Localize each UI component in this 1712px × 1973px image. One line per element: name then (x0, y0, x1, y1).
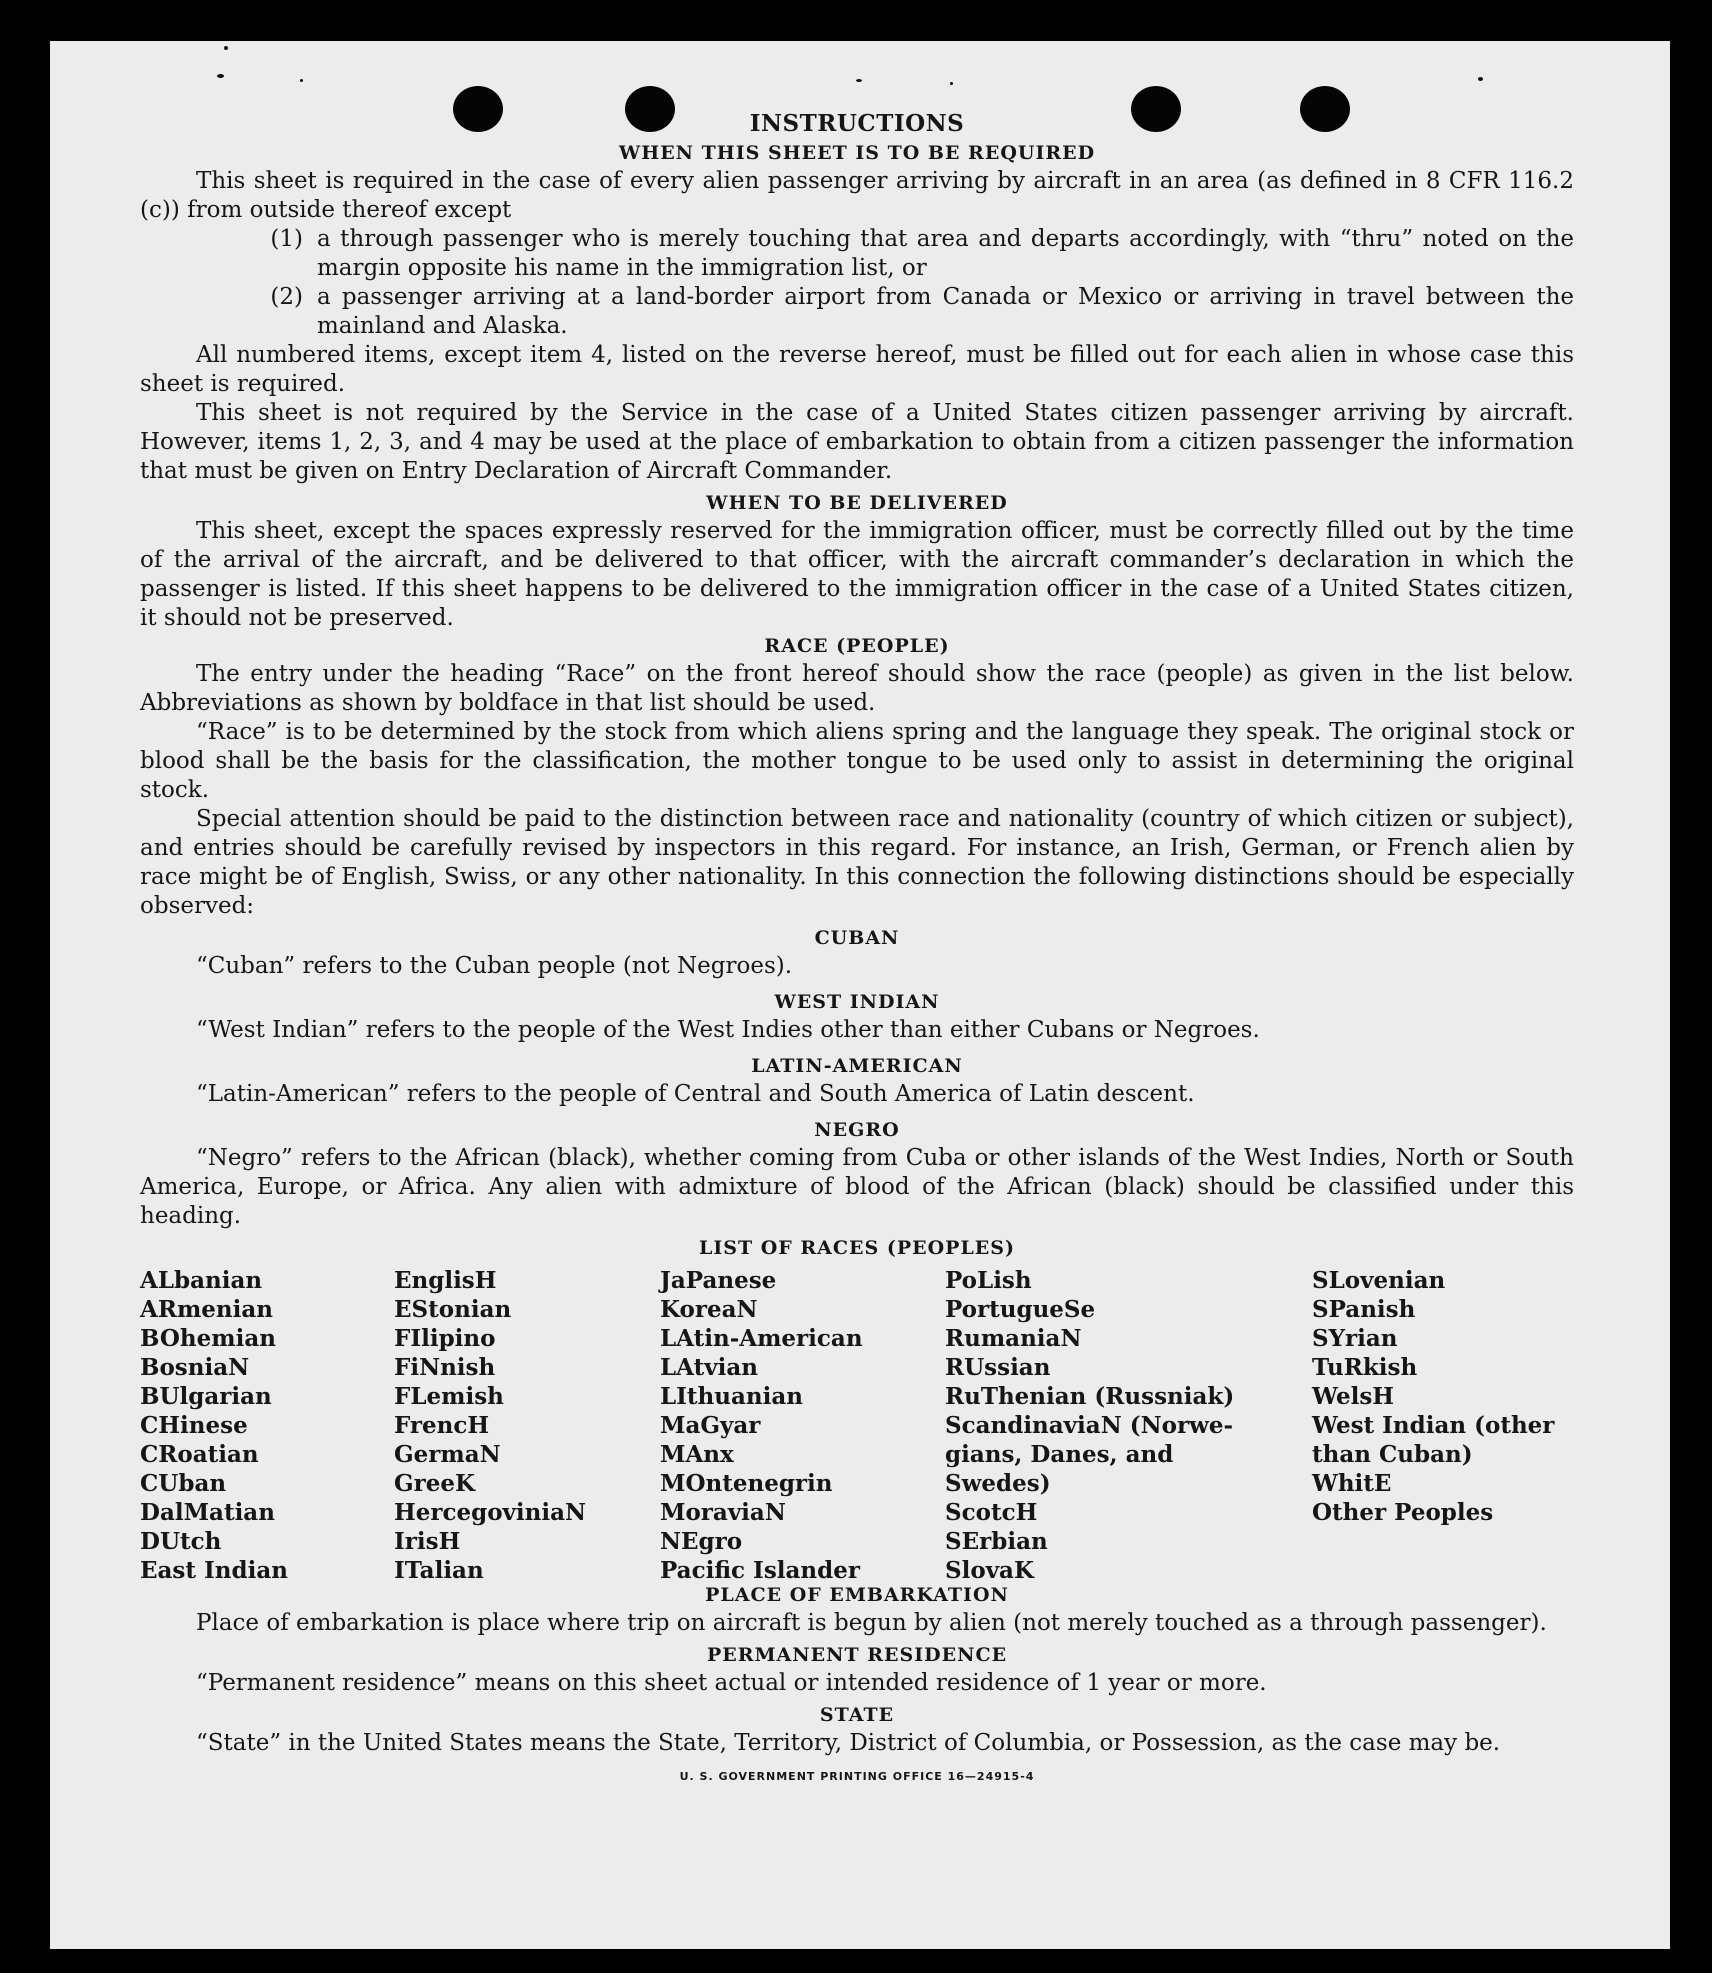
race-entry: ScotcH (945, 1499, 1038, 1526)
race-entry: EnglisH (394, 1267, 497, 1294)
section-heading-required: WHEN THIS SHEET IS TO BE REQUIRED (618, 142, 1096, 164)
race-entry: TuRkish (1312, 1354, 1418, 1381)
required-para-3: This sheet is not required by the Service in the case of a United States citizen passenger arriving by aircraft. However, items 1, 2, 3, and 4 may be used at the place of embarkation to obtain from a citizen passenger the information that must be given on Entry Declaration of Aircraft Commander. (140, 400, 1574, 484)
race-column (140, 1266, 288, 1585)
race-entry: CRoatian (140, 1441, 259, 1468)
exception-item (140, 283, 1574, 341)
state-text: “State” in the United States means the State, Territory, District of Columbia, or Possession, as the case may be. (196, 1730, 1501, 1756)
cuban-text: “Cuban” refers to the Cuban people (not Negroes). (196, 953, 793, 979)
latin-american-text: “Latin-American” refers to the people of Central and South America of Latin descent. (196, 1081, 1195, 1107)
required-para-2: All numbered items, except item 4, listed on the reverse hereof, must be filled out for each alien in whose case this sheet is required. (140, 342, 1574, 397)
race-entry: MoraviaN (660, 1499, 786, 1526)
race-entry: PortugueSe (945, 1296, 1096, 1323)
race-entry: SPanish (1312, 1296, 1416, 1323)
speck (224, 46, 228, 50)
race-entry: DalMatian (140, 1499, 275, 1526)
race-entry: FrencH (394, 1412, 490, 1439)
speck (1478, 77, 1483, 81)
section-heading-cuban: CUBAN (814, 927, 900, 949)
speck (950, 82, 953, 85)
speck (856, 79, 862, 82)
speck (300, 79, 303, 82)
section-heading-west-indian: WEST INDIAN (774, 991, 940, 1013)
race-entry: SlovaK (945, 1557, 1034, 1584)
race-entry: CHinese (140, 1412, 248, 1439)
race-entry: CUban (140, 1470, 227, 1497)
race-entry: RuThenian (Russniak) (945, 1383, 1235, 1410)
west-indian-text: “West Indian” refers to the people of the West Indies other than either Cubans or Negroes. (196, 1017, 1260, 1043)
race-entry: FIlipino (394, 1325, 496, 1352)
section-heading-embarkation: PLACE OF EMBARKATION (705, 1584, 1009, 1606)
race-column (660, 1266, 863, 1585)
section-heading-list-of-races: LIST OF RACES (PEOPLES) (699, 1237, 1015, 1259)
race-entry: Other Peoples (1312, 1499, 1494, 1526)
race-entry: ALbanian (140, 1267, 263, 1294)
exception-number: (2) (270, 284, 303, 310)
race-entry: KoreaN (660, 1296, 758, 1323)
race-entry: JaPanese (660, 1267, 777, 1294)
race-entry: LAtvian (660, 1354, 758, 1381)
speck (217, 74, 224, 78)
required-intro: This sheet is required in the case of every alien passenger arriving by aircraft in an area (as defined in 8 CFR 116.2 (c)) from outside thereof except (140, 168, 1574, 223)
race-entry: GreeK (394, 1470, 476, 1497)
race-entry: DUtch (140, 1528, 222, 1555)
race-entry: NEgro (660, 1528, 743, 1555)
residence-text: “Permanent residence” means on this sheet actual or intended residence of 1 year or more. (196, 1670, 1267, 1696)
race-list (140, 1266, 1574, 1582)
delivered-text: This sheet, except the spaces expressly reserved for the immigration officer, must be correctly filled out by the time of the arrival of the aircraft, and be delivered to that officer, with the aircraft commander’s declaration in which the passenger is listed. If this sheet happens to be delivered to the immigration officer in the case of a United States citizen, it should not be preserved. (140, 518, 1574, 631)
race-entry: ScandinaviaN (Norwe- gians, Danes, and Swedes) (945, 1412, 1234, 1497)
section-heading-state: STATE (819, 1704, 895, 1726)
section-heading-residence: PERMANENT RESIDENCE (706, 1644, 1008, 1666)
race-entry: EStonian (394, 1296, 512, 1323)
page-title: INSTRUCTIONS (749, 110, 965, 137)
exception-text: a through passenger who is merely touching that area and departs accordingly, with “thru” noted on the margin opposite his name in the immigration list, or (317, 226, 1574, 281)
race-entry: SErbian (945, 1528, 1048, 1555)
race-entry: PoLish (945, 1267, 1032, 1294)
race-column (945, 1266, 1234, 1585)
race-entry: WhitE (1312, 1470, 1392, 1497)
race-entry: BOhemian (140, 1325, 276, 1352)
race-para-3: Special attention should be paid to the distinction between race and nationality (country of which citizen or subject), and entries should be carefully revised by inspectors in this regard. For instance, an Irish, German, or French alien by race might be of English, Swiss, or any other nationality. In this connection the following distinctions should be especially observed: (140, 806, 1574, 919)
race-entry: Pacific Islander (660, 1557, 860, 1584)
exception-text: a passenger arriving at a land-border airport from Canada or Mexico or arriving in travel between the mainland and Alaska. (317, 284, 1574, 339)
printer-imprint: U. S. GOVERNMENT PRINTING OFFICE 16—24915-4 (679, 1770, 1035, 1783)
race-entry: MAnx (660, 1441, 734, 1468)
race-column (394, 1266, 586, 1585)
embarkation-text: Place of embarkation is place where trip on aircraft is begun by alien (not merely touched as a through passenger). (196, 1610, 1547, 1636)
race-entry: LIthuanian (660, 1383, 803, 1410)
race-entry: FiNnish (394, 1354, 496, 1381)
race-entry: BUlgarian (140, 1383, 272, 1410)
section-heading-negro: NEGRO (814, 1119, 900, 1141)
race-entry: RumaniaN (945, 1325, 1082, 1352)
race-entry: ARmenian (140, 1296, 274, 1323)
section-heading-delivered: WHEN TO BE DELIVERED (706, 492, 1008, 514)
race-para-2: “Race” is to be determined by the stock from which aliens spring and the language they speak. The original stock or blood shall be the basis for the classification, the mother tongue to be used only to assist in determining the original stock. (140, 719, 1574, 803)
race-entry: SYrian (1312, 1325, 1398, 1352)
exception-number: (1) (270, 226, 303, 252)
race-entry: WelsH (1312, 1383, 1395, 1410)
instructions-content (140, 107, 1574, 1783)
race-entry: MaGyar (660, 1412, 761, 1439)
race-entry: ITalian (394, 1557, 484, 1584)
document-sheet (50, 41, 1670, 1949)
section-heading-race: RACE (PEOPLE) (764, 635, 950, 657)
race-entry: West Indian (other than Cuban) (1312, 1412, 1555, 1468)
exception-item (140, 225, 1574, 283)
race-entry: GermaN (394, 1441, 501, 1468)
race-entry: MOntenegrin (660, 1470, 833, 1497)
race-para-1: The entry under the heading “Race” on the front hereof should show the race (people) as given in the list below. Abbreviations as shown by boldface in that list should be used. (140, 661, 1574, 716)
negro-text: “Negro” refers to the African (black), whether coming from Cuba or other islands of the West Indies, North or South America, Europe, or Africa. Any alien with admixture of blood of the African (black) should be classified under this heading. (140, 1145, 1574, 1229)
race-column (1312, 1266, 1554, 1527)
race-entry: LAtin-American (660, 1325, 863, 1352)
race-entry: FLemish (394, 1383, 504, 1410)
race-entry: IrisH (394, 1528, 461, 1555)
section-heading-latin-american: LATIN-AMERICAN (751, 1055, 963, 1077)
race-entry: BosniaN (140, 1354, 250, 1381)
race-entry: East Indian (140, 1557, 288, 1584)
race-entry: RUssian (945, 1354, 1051, 1381)
race-entry: SLovenian (1312, 1267, 1446, 1294)
race-entry: HercegoviniaN (394, 1499, 587, 1526)
